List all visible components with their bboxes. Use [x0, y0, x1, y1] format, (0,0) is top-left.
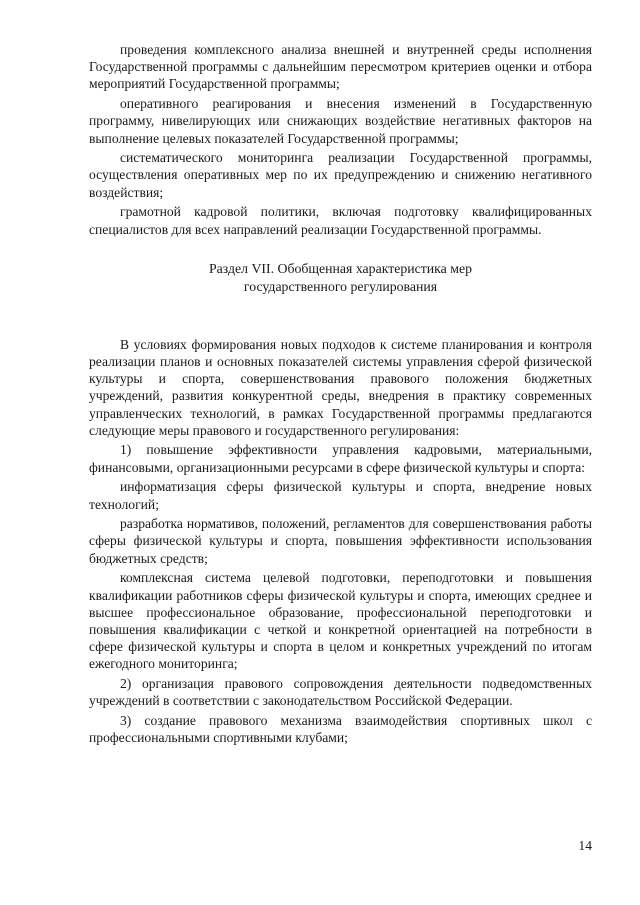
section-heading-line1: Раздел VII. Обобщенная характеристика мер: [208, 260, 473, 276]
paragraph: комплексная система целевой подготовки, переподготовки и повышения квалификации работников сферы физической культуры и спорта, имеющих среднее и высшее профессиональное образование, профессиональной переподготовки и повышения квалификации с четкой и конкретной ориентацией на потребности в сфере физической культуры и спорта в целом и конкретных учреждений по итогам ежегодного мониторинга;: [89, 570, 592, 672]
paragraph: разработка нормативов, положений, регламентов для совершенствования работы сферы физической культуры и спорта, повышения эффективности использования бюджетных средств;: [89, 516, 592, 566]
paragraph: 2) организация правового сопровождения деятельности подведомственных учреждений в соответствии с законодательством Российской Федерации.: [89, 676, 592, 709]
paragraph: систематического мониторинга реализации Государственной программы, осуществления оперативных мер по их предупреждению и снижению негативного воздействия;: [89, 150, 592, 200]
paragraph: 3) создание правового механизма взаимодействия спортивных школ с профессиональными спортивными клубами;: [89, 713, 592, 746]
section-heading: [89, 260, 592, 296]
paragraph: информатизация сферы физической культуры и спорта, внедрение новых технологий;: [89, 479, 592, 512]
section-heading-line2: государственного регулирования: [243, 278, 438, 294]
paragraph: проведения комплексного анализа внешней и внутренней среды исполнения Государственной программы с дальнейшим пересмотром критериев оценки и отбора мероприятий Государственной программы;: [89, 42, 592, 92]
paragraph: 1) повышение эффективности управления кадровыми, материальными, финансовыми, организационными ресурсами в сфере физической культуры и спорта:: [89, 442, 592, 475]
document-body: [89, 41, 592, 746]
paragraph: грамотной кадровой политики, включая подготовку квалифицированных специалистов для всех направлений реализации Государственной программы.: [89, 204, 592, 237]
paragraph: В условиях формирования новых подходов к системе планирования и контроля реализации планов и основных показателей системы управления сферой физической культуры и спорта, совершенствования правового положения бюджетных учреждений, развития конкурентной среды, внедрения в практику современных управленческих технологий, в рамках Государственной программы предлагаются следующие меры правового и государственного регулирования:: [89, 336, 592, 438]
page-number: 14: [578, 838, 592, 853]
paragraph: оперативного реагирования и внесения изменений в Государственную программу, нивелирующих или снижающих воздействие негативных факторов на выполнение целевых показателей Государственной программы;: [89, 96, 592, 146]
